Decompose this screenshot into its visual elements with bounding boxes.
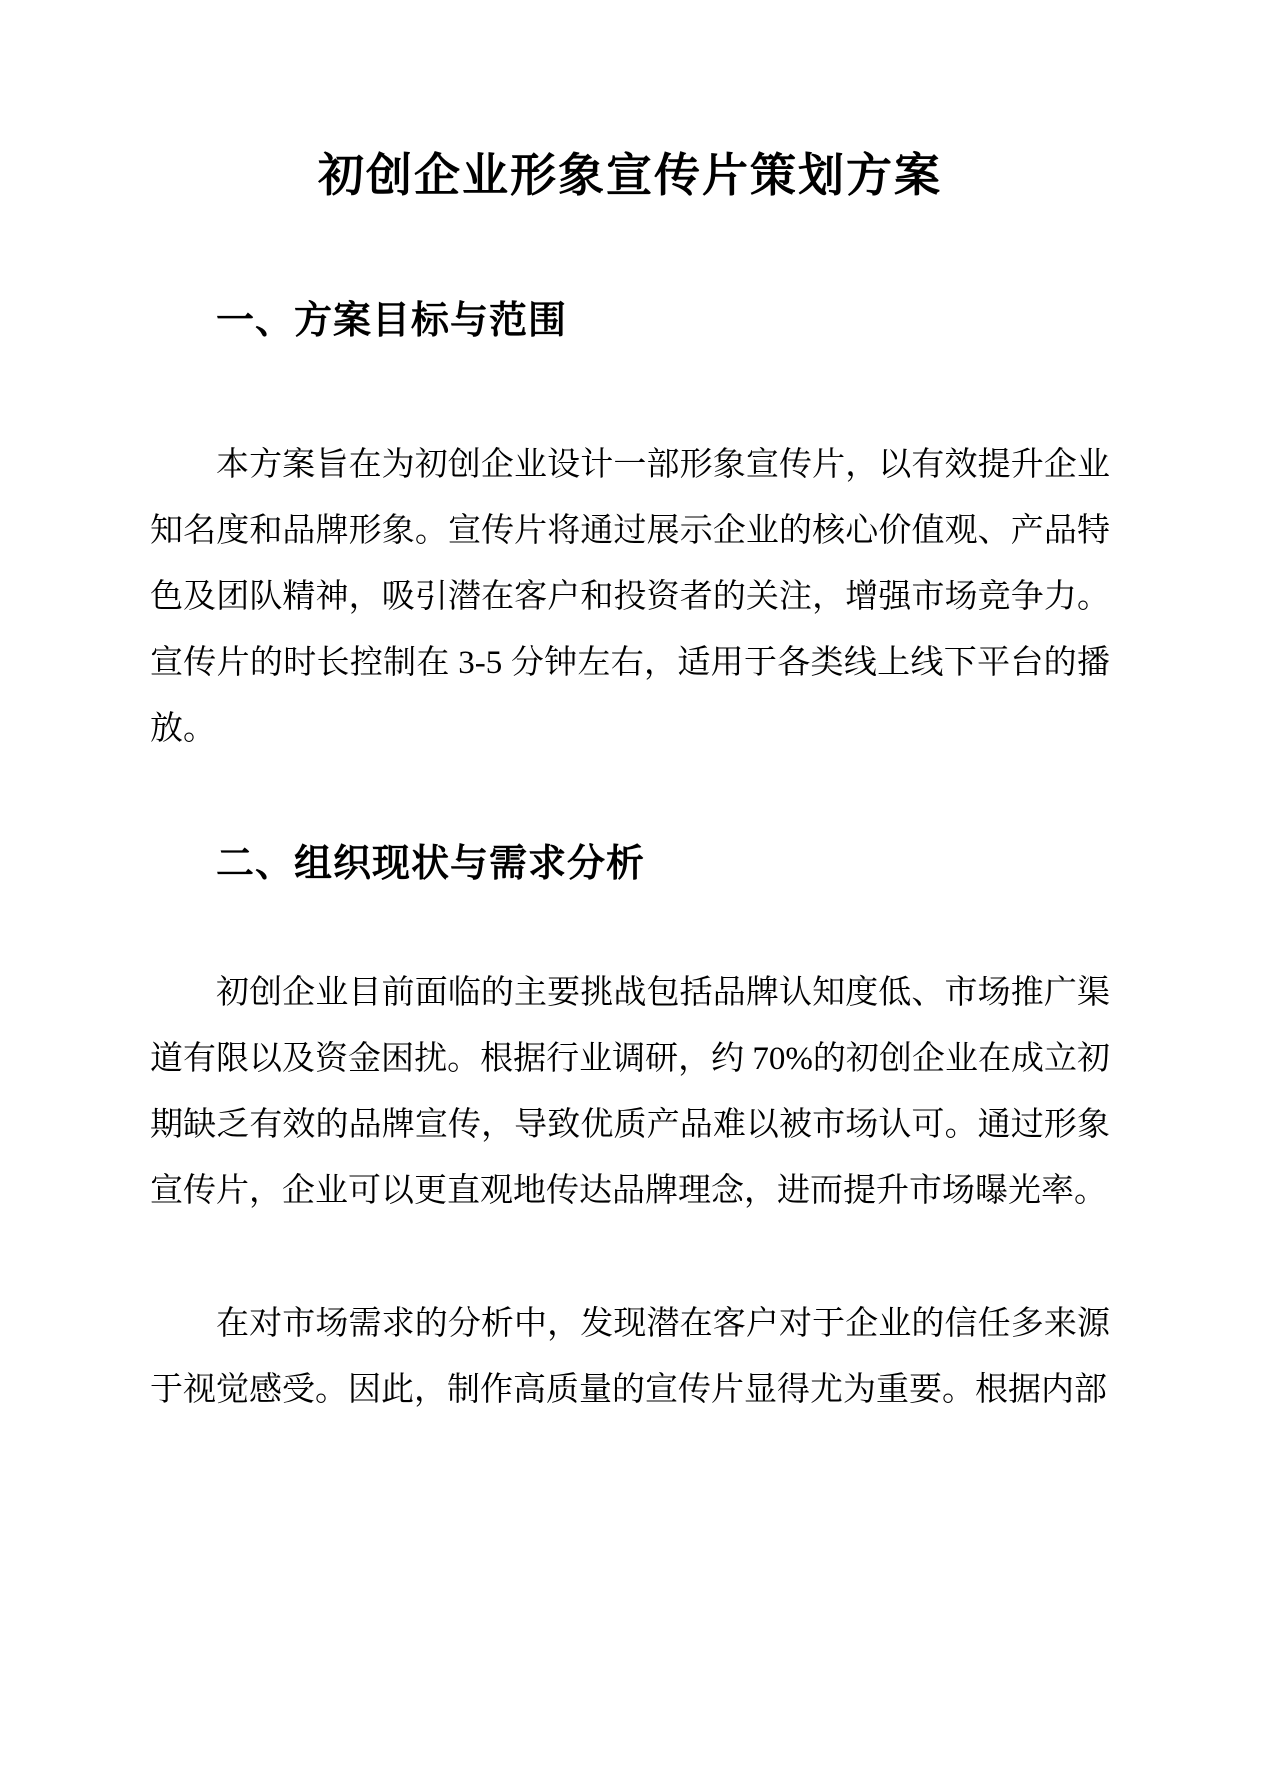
document-page	[0, 140, 1275, 1790]
body-paragraph: 本方案旨在为初创企业设计一部形象宣传片，以有效提升企业知名度和品牌形象。宣传片将通过展示企业的核心价值观、产品特色及团队精神，吸引潜在客户和投资者的关注，增强市场竞争力。宣传片的时长控制在 3-5 分钟左右，适用于各类线上线下平台的播放。	[150, 447, 1110, 747]
body-paragraph: 初创企业目前面临的主要挑战包括品牌认知度低、市场推广渠道有限以及资金困扰。根据行业调研，约 70%的初创企业在成立初期缺乏有效的品牌宣传，导致优质产品难以被市场认可。通过形象宣传片，企业可以更直观地传达品牌理念，进而提升市场曝光率。	[150, 975, 1110, 1209]
body-paragraph: 在对市场需求的分析中，发现潜在客户对于企业的信任多来源于视觉感受。因此，制作高质量的宣传片显得尤为重要。根据内部	[150, 1306, 1110, 1408]
section-heading-goals-scope: 一、方案目标与范围	[216, 300, 568, 342]
document-title: 初创企业形象宣传片策划方案	[318, 149, 942, 201]
section-heading-status-needs-analysis: 二、组织现状与需求分析	[216, 843, 646, 885]
